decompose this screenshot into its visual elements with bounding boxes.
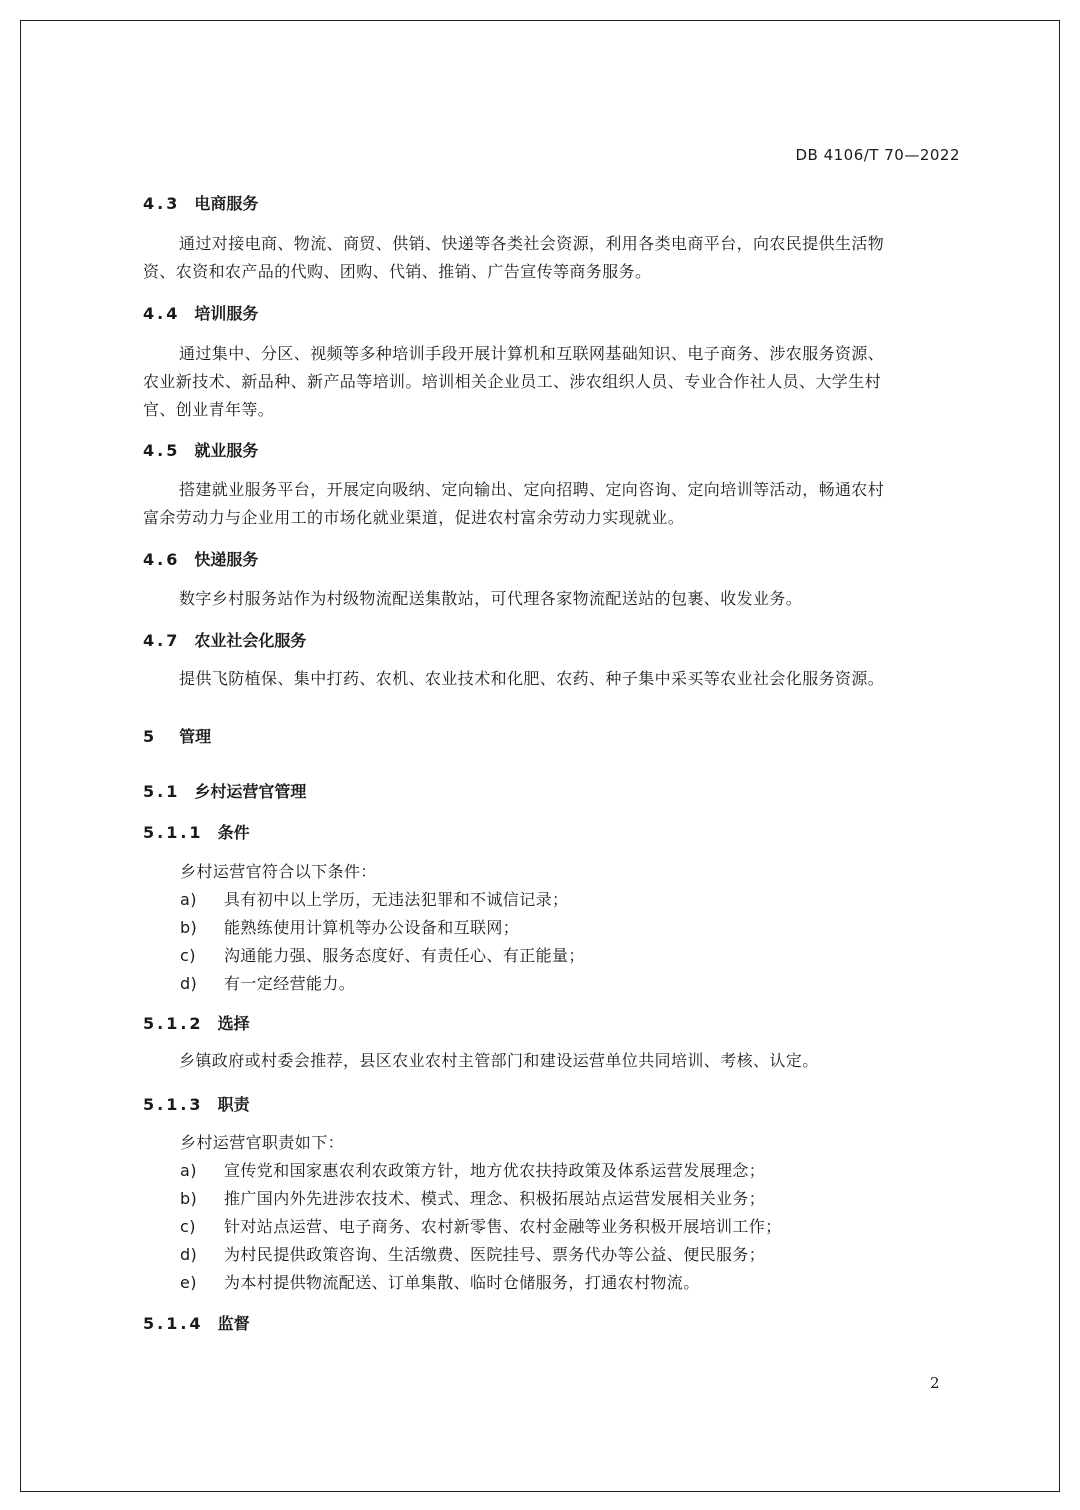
section-heading-4-6: 4.6 快递服务 — [143, 550, 259, 569]
standard-code: DB 4106/T 70—2022 — [795, 146, 960, 164]
list-item: c) 针对站点运营、电子商务、农村新零售、农村金融等业务积极开展培训工作； — [180, 1217, 782, 1236]
section-heading-5: 5 管理 — [143, 727, 212, 746]
paragraph-4-5: 搭建就业服务平台，开展定向吸纳、定向输出、定向招聘、定向咨询、定向培训等活动，畅通农村 富余劳动力与企业用工的市场化就业渠道，促进农村富余劳动力实现就业。 — [143, 480, 885, 527]
paragraph-5-1-1: 乡村运营官符合以下条件： a) 具有初中以上学历，无违法犯罪和不诚信记录； b) 能熟练使用计算机等办公设备和互联网； c) 沟通能力强、服务态度好、有责任心、有正能量； d) 有一定经营能力。 — [180, 858, 585, 998]
section-heading-4-4: 4.4 培训服务 — [143, 304, 259, 323]
list-item: e) 为本村提供物流配送、订单集散、临时仓储服务，打通农村物流。 — [180, 1273, 700, 1292]
list-item: a) 具有初中以上学历，无违法犯罪和不诚信记录； — [180, 890, 569, 909]
paragraph-5-1-3: 乡村运营官职责如下： a) 宣传党和国家惠农利农政策方针，地方优农扶持政策及体系运营发展理念； b) 推广国内外先进涉农技术、模式、理念、积极拓展站点运营发展相关业务； c) 针对站点运营、电子商务、农村新零售、农村金融等业务积极开展培训工作； d) 为村民提供政策咨询、生活缴费、医院挂号、票务代办等公益、便民服务； e) 为本村提供物流配送、订单集散、临时仓储服务，打通农村物流。 — [180, 1129, 782, 1297]
section-heading-5-1-3: 5.1.3 职责 — [143, 1095, 250, 1114]
section-heading-4-3: 4.3 电商服务 — [143, 194, 259, 213]
section-heading-4-5: 4.5 就业服务 — [143, 441, 259, 460]
list-item: b) 推广国内外先进涉农技术、模式、理念、积极拓展站点运营发展相关业务； — [180, 1189, 766, 1208]
paragraph-4-6: 数字乡村服务站作为村级物流配送集散站，可代理各家物流配送站的包裹、收发业务。 — [179, 589, 803, 608]
paragraph-5-1-2: 乡镇政府或村委会推荐，县区农业农村主管部门和建设运营单位共同培训、考核、认定。 — [179, 1051, 819, 1070]
paragraph-4-4: 通过集中、分区、视频等多种培训手段开展计算机和互联网基础知识、电子商务、涉农服务资源、 农业新技术、新品种、新产品等培训。培训相关企业员工、涉农组织人员、专业合作社人员、大学生村 官、创业青年等。 — [143, 344, 885, 419]
section-heading-5-1-2: 5.1.2 选择 — [143, 1014, 250, 1033]
section-heading-4-7: 4.7 农业社会化服务 — [143, 631, 307, 650]
paragraph-4-7: 提供飞防植保、集中打药、农机、农业技术和化肥、农药、种子集中采买等农业社会化服务资源。 — [179, 669, 885, 688]
list-item: b) 能熟练使用计算机等办公设备和互联网； — [180, 918, 520, 937]
list-item: d) 为村民提供政策咨询、生活缴费、医院挂号、票务代办等公益、便民服务； — [180, 1245, 766, 1264]
section-heading-5-1-1: 5.1.1 条件 — [143, 823, 250, 842]
paragraph-4-3: 通过对接电商、物流、商贸、供销、快递等各类社会资源，利用各类电商平台，向农民提供生活物 资、农资和农产品的代购、团购、代销、推销、广告宣传等商务服务。 — [143, 234, 885, 281]
list-item: c) 沟通能力强、服务态度好、有责任心、有正能量； — [180, 946, 585, 965]
section-heading-5-1-4: 5.1.4 监督 — [143, 1314, 250, 1333]
list-item: d) 有一定经营能力。 — [180, 974, 356, 993]
section-heading-5-1: 5.1 乡村运营官管理 — [143, 782, 307, 801]
list-item: a) 宣传党和国家惠农利农政策方针，地方优农扶持政策及体系运营发展理念； — [180, 1161, 766, 1180]
page-number: 2 — [930, 1374, 940, 1392]
